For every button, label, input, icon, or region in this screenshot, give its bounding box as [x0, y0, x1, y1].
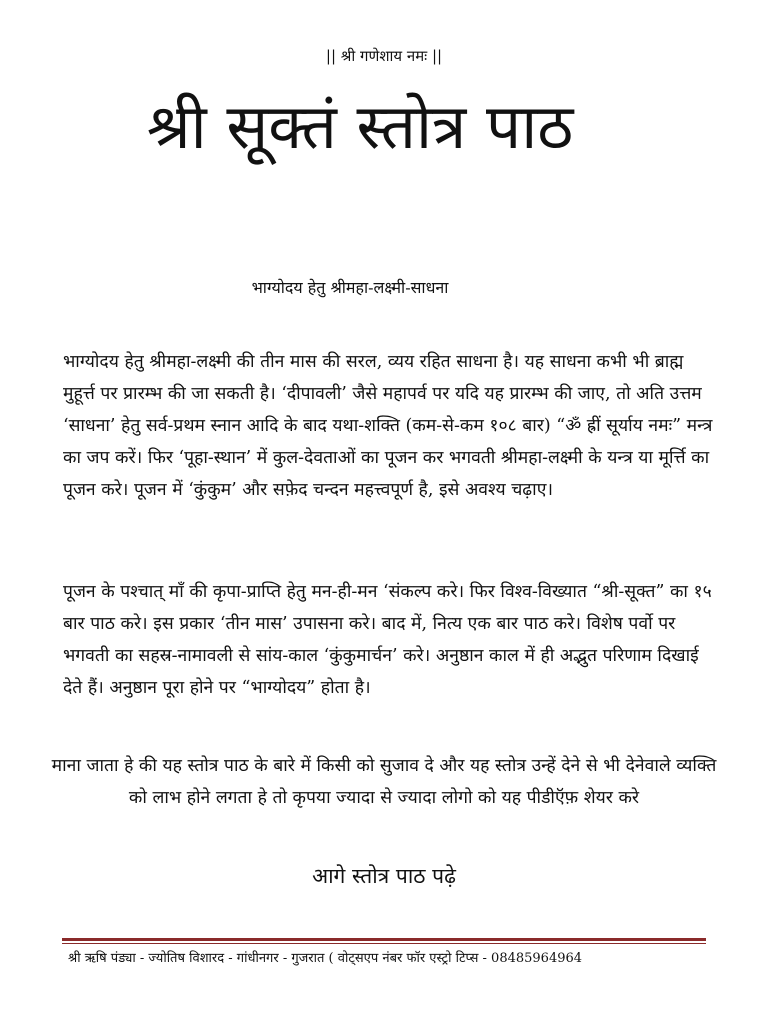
paragraph-pujan-method: पूजन के पश्चात् माँ की कृपा-प्राप्ति हेतु मन-ही-मन ‘संकल्प करे। फिर विश्व-विख्यात “श्री-सूक्त” का १५ बार पाठ करे। इस प्रकार ‘तीन मास’ उपासना करे। बाद में, नित्य एक बार पाठ करे। विशेष पर्वो पर भगवती का सहस्र-नामावली से सांय-काल ‘कुंकुमार्चन’ करे। अनुष्ठान काल में ही अद्भुत परिणाम दिखाई देते हैं। अनुष्ठान पूरा होने पर “भाग्योदय” होता है।	[63, 582, 712, 698]
page-subtitle: भाग्योदय हेतु श्रीमहा-लक्ष्मी-साधना	[251, 278, 449, 297]
footer-credit: श्री ऋषि पंड्या - ज्योतिष विशारद - गांधीनगर - गुजरात ( वोट्सएप नंबर फॉर एस्ट्रो टिप्स - 08485964964	[68, 951, 583, 966]
invocation-line: || श्री गणेशाय नमः ||	[325, 47, 443, 65]
footer-divider-thin	[62, 943, 706, 944]
footer-divider-thick	[62, 938, 706, 941]
page-title: श्री सूक्तं स्तोत्र पाठ	[146, 90, 574, 163]
share-appeal: माना जाता हे की यह स्तोत्र पाठ के बारे में किसी को सुजाव दे और यह स्तोत्र उन्हें देने से भी देनेवाले व्यक्ति को लाभ होने लगता हे तो कृपया ज्यादा से ज्यादा लोगो को यह पीडीऍफ़ शेयर करे	[51, 756, 717, 808]
paragraph-sadhana-intro: भाग्योदय हेतु श्रीमहा-लक्ष्मी की तीन मास की सरल, व्यय रहित साधना है। यह साधना कभी भी ब्राह्म मुहूर्त्त पर प्रारम्भ की जा सकती है। ‘दीपावली’ जैसे महापर्व पर यदि यह प्रारम्भ की जाए, तो अति उत्तम ‘साधना’ हेतु सर्व-प्रथम स्नान आदि के बाद यथा-शक्ति (कम-से-कम १०८ बार) “ॐ ह्रीं सूर्याय नमः” मन्त्र का जप करें। फिर ‘पूहा-स्थान’ में कुल-देवताओं का पूजन कर भगवती श्रीमहा-लक्ष्मी के यन्त्र या मूर्त्ति का पूजन करे। पूजन में ‘कुंकुम’ और सफ़ेद चन्दन महत्त्वपूर्ण है, इसे अवश्य चढ़ाए।	[63, 352, 713, 500]
read-ahead-heading: आगे स्तोत्र पाठ पढ़े	[312, 864, 456, 888]
